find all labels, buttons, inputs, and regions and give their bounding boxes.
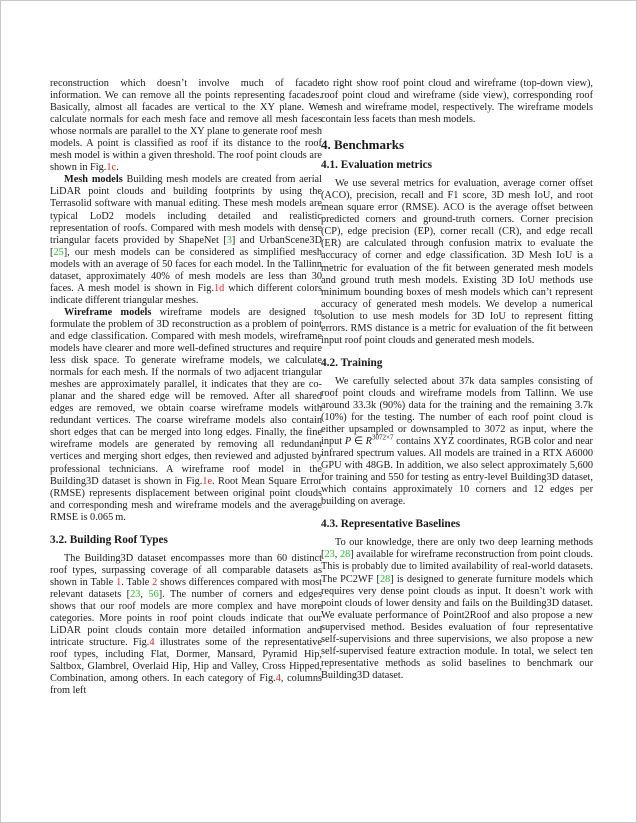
citation-link[interactable]: 28 (379, 573, 391, 585)
section-heading-4-1: 4.1. Evaluation metrics (321, 159, 433, 172)
citation-link[interactable]: 23 (130, 588, 141, 600)
paragraph-mesh-models: Mesh models Building mesh models are created from aerial LiDAR point clouds and building footprints by using the Terrasolid software with manual editing. These mesh models are typical LoD2 models including detailed and realistic representation of roofs. Compared with mesh models with dense triangular facets provided by ShapeNet [3] and UrbanScene3D [25], our mesh models can be considered as simplified mesh models with an average of 50 faces for each model. In the Tallinn dataset, approximately 40% of mesh models are less than 30 faces. A mesh model is shown in Fig.1d which different colors indicate different triangular meshes. (50, 174, 322, 306)
paragraph-training: We carefully selected about 37k data samples consisting of roof point clouds and wireframe models from Tallinn. We use around 33.3k (90%) data for the training and the remaining 3.7k (10%) for the testing. The number of each roof point cloud is either upsampled or downsampled to 3072 as input, where the input P ∈ $R^{3072\times 7}$ contains XYZ coordinates, RGB color and near infrared spectrum values. All models are trained in a RTX A6000 GPU with 48GB. In addition, we also select approximately 5,600 for training and 550 for testing as entry-level Building3D dataset, which contains approximately 10 corners and 12 edges per building on average. (321, 375, 593, 508)
math-superscript: 3072×7 (371, 433, 394, 442)
right-column (321, 78, 593, 682)
citation-link[interactable]: 25 (53, 246, 64, 258)
paragraph-continuation: to right show roof point cloud and wireframe (top-down view), roof point cloud and wireframe (side view), corresponding roof mesh and wireframe model, respectively. The wireframe models contain less facets than mesh models. (321, 78, 593, 126)
citation-link[interactable]: 28 (339, 549, 351, 561)
figure-ref-link[interactable]: 4 (149, 637, 155, 649)
left-column (50, 78, 322, 697)
section-heading-4: 4. Benchmarks (321, 137, 405, 153)
math-symbol-p: P (344, 436, 352, 448)
runin-heading: Wireframe models (64, 306, 152, 318)
runin-heading: Mesh models (64, 174, 123, 186)
paragraph-evaluation-metrics: We use several metrics for evaluation, average corner offset (ACO), precision, recall and F1 score, 3D mesh IoU, and root mean square error (RMSE). ACO is the average offset between predicted corners and ground-truth corners. Corner precision (CP), edge precision (EP), corner recall (CR), and edge recall (ER) are calculated through confusion matrix to evaluate the accuracy of corner and edge classification. 3D Mesh IoU is a metric for evaluation of the fit between generated mesh models and ground truth mesh models. Existing 3D IoU methods use minimum bounding boxes of mesh models which can’t represent accuracy of generated mesh models. We develop a numerical solution to use mesh models for 3D IoU to represent fitting errors. RMS distance is a metric for evaluation of the fit between input roof point clouds and generated mesh models. (321, 178, 593, 346)
section-heading-4-2: 4.2. Training (321, 356, 383, 369)
paragraph-wireframe-models: Wireframe models wireframe models are designed to formulate the problem of 3D reconstruction as a problem of point and edge classification. Compared with mesh models, wireframe models have clearer and more well-defined structures and require less disk space. To generate wireframe models, we calculate normals for each mesh. If the normals of two adjacent triangular meshes are approximately parallel, it indicates that they are co-planar and the shared edge will be removed. After all shared edges are removed, we obtain coarse wireframe models with redundant vertices. The coarse wireframe models also contain short edges that can be merged into long edges. Finally, the fine wireframe models are generated by removing all redundant vertices and merging short edges, then reviewed and adjusted by professional technicians. A wireframe roof model in the Building3D dataset is shown in Fig.1e. Root Mean Square Error (RMSE) represents displacement between original point clouds and corresponding mesh and wireframe models and the average RMSE is 0.065 m. (50, 306, 322, 523)
math-symbol-r: R (365, 436, 372, 448)
section-heading-3-2: 3.2. Building Roof Types (50, 533, 168, 546)
figure-ref-link[interactable]: 1e (202, 475, 213, 487)
citation-link[interactable]: 56 (148, 588, 159, 600)
figure-ref-link[interactable]: 4 (275, 673, 281, 685)
paragraph-roof-types: The Building3D dataset encompasses more than 60 distinct roof types, surpassing coverage of all comparable datasets as shown in Table 1. Table 2 shows differences compared with most relevant datasets [23, 56]. The number of corners and edges shows that our roof models are more complex and have more categories. More points in roof point clouds indicate that our LiDAR point clouds contain more detailed information and intricate structure. Fig.4 illustrates some of the representative roof types, including Flat, Dormer, Mansard, Pyramid Hip, Saltbox, Glambrel, Overlaid Hip, Hip and Valley, Cross Hipped, Combination, among others. In each category of Fig.4, columns from left (50, 552, 323, 697)
table-ref-link[interactable]: 2 (152, 576, 158, 588)
paragraph-facade-removal: reconstruction which doesn’t involve much of facade information. We can remove all the points representing facades. Basically, almost all facades are vertical to the XY plane. We calculate normals for each mesh face and remove all mesh faces whose normals are parallel to the XY plane to generate roof mesh models. A point is classified as roof if its distance to the roof mesh model is within a given threshold. The roof point clouds are shown in Fig.1c. (50, 78, 322, 174)
citation-link[interactable]: 3 (226, 234, 232, 246)
paragraph-baselines: To our knowledge, there are only two deep learning methods [23, 28] available for wireframe reconstruction from point clouds. This is probably due to limited availability of real-world datasets. The PC2WF [28] is designed to generate furniture models which requires very dense point clouds as input. It doesn’t work with point clouds of lower density and fails on the Building3D dataset. We evaluate performance of Point2Roof and also propose a new supervised method. Besides evaluation of four representative self-supervisions and three supervisions, we also propose a new self-supervised feature extraction module. In total, we select ten representative methods as solid baselines to benchmark our Building3D dataset. (321, 537, 593, 681)
citation-link[interactable]: 23 (324, 549, 335, 561)
figure-ref-link[interactable]: 1d (213, 282, 225, 294)
table-ref-link[interactable]: 1 (116, 576, 122, 588)
figure-ref-link[interactable]: 1c (106, 162, 117, 174)
section-heading-4-3: 4.3. Representative Baselines (321, 518, 461, 531)
